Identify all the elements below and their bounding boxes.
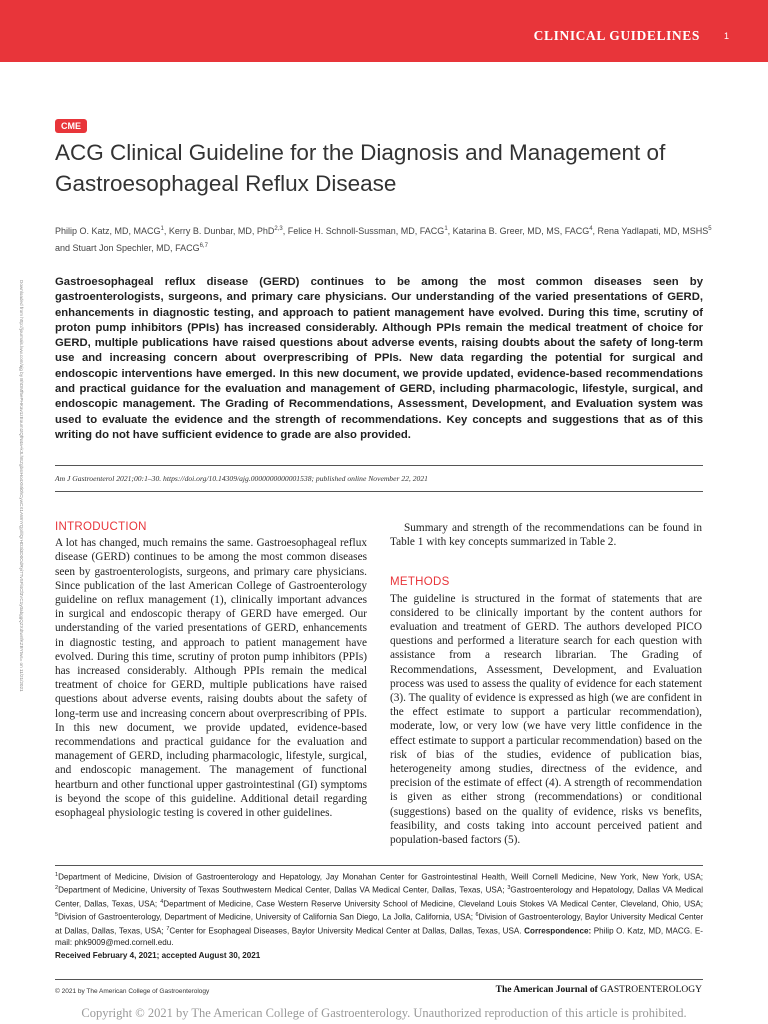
left-column bbox=[55, 520, 367, 820]
author-list: Philip O. Katz, MD, MACG$^1$, Kerry B. Dunbar, MD, PhD$^{2,3}$, Felice H. Schnoll-Sussman, MD, FACG$^1$, Katarina B. Greer, MD, MS, FACG$^4$, Rena Yadlapati, MD, MSHS$^5$ and Stuart Jon Spechler, MD, FACG$^{6,7}$ bbox=[55, 226, 712, 253]
affiliations: $^1$Department of Medicine, Division of Gastroenterology and Hepatology, Jay Monahan Center for Gastrointestinal Health, Weill Cornell Medicine, New York, New York, USA; $^2$Department of Medicine, University of Texas Southwestern Medical Center, Dallas VA Medical Center, Dallas, Texas, USA; $^3$Gastroenterology and Hepatology, Dallas VA Medical Center, Dallas, Texas, USA; $^4$Department of Medicine, Case Western Reserve University School of Medicine, Cleveland Louis Stokes VA Medical Center, Cleveland, Ohio, USA; $^5$Division of Gastroenterology, Department of Medicine, University of California San Diego, La Jolla, California, USA; $^6$Division of Gastroenterology, Baylor University Medical Center at Dallas, Dallas, Texas, USA; $^7$Center for Esophageal Diseases, Baylor University Medical Center at Dallas, Dallas, Texas, USA. Correspondence: Philip O. Katz, MD, MACG. E-mail: phk9009@med.cornell.edu. bbox=[55, 872, 704, 947]
methods-text: The guideline is structured in the format of statements that are considered to be clinically important by the content authors for evaluation and treatment of GERD. The authors developed PICO questions and performed a literature search for each question with assistance from a research librarian. The Grading of Recommendations, Assessment, Development, and Evaluation process was used to assess the quality of evidence for each statement (3). The quality of evidence is expressed as high (we are confident in the effect estimate to support a particular recommendation), moderate, low, or very low (we have very little confidence in the effect estimate to support a particular recommendation) based on the risk of bias of the studies, evidence of publication bias, heterogeneity among studies, directness of the evidence, and precision of the estimate of effect (4). A strength of recommendation is given as either strong (recommendations) or conditional (suggestions) based on the quality of evidence, risks vs benefits, feasibility, and costs taking into account perceived patient and population-based factors (5). bbox=[390, 592, 702, 847]
introduction-heading: INTRODUCTION bbox=[55, 521, 147, 533]
article-title: ACG Clinical Guideline for the Diagnosis and Management of Gastroesophageal Reflux Disease bbox=[55, 140, 666, 196]
correspondence-label: Correspondence: bbox=[524, 926, 592, 936]
methods-heading: METHODS bbox=[390, 576, 450, 589]
right-column bbox=[390, 521, 702, 847]
divider bbox=[55, 465, 703, 466]
copyright-line: © 2021 by The American College of Gastroenterology bbox=[55, 988, 210, 995]
divider bbox=[55, 865, 703, 866]
divider bbox=[55, 979, 703, 980]
section-label: CLINICAL GUIDELINES bbox=[533, 28, 700, 43]
reproduction-notice: Copyright © 2021 by The American College of Gastroenterology. Unauthorized reproduction of this article is prohibited. bbox=[81, 1006, 687, 1020]
introduction-text: A lot has changed, much remains the same. Gastroesophageal reflux disease (GERD) continues to be among the most common diseases seen by gastroenterologists, surgeons, and primary care physicians. Since publication of the last American College of Gastroenterology guideline on reflux management (1), clinically important advances in surgical and endoscopic therapy of GERD have emerged. Our understanding of the varied presentations of GERD, enhancements in diagnostic testing, and approach to patient management have evolved. During this time, scrutiny of proton pump inhibitors (PPIs) has increased considerably. Although PPIs remain the medical treatment of choice for GERD, multiple publications have raised questions about adverse events, raising doubts about the safety of long-term use and increasing concern about overprescribing of PPIs. In this new document, we provide updated, evidence-based recommendations and practical guidance for the evaluation and management of GERD, including pharmacologic, lifestyle, surgical, and endoscopic management. The management of functional heartburn and other functional upper gastrointestinal (GI) symptoms is beyond the scope of this guideline. Additional detail regarding esophageal physiologic testing is covered in other guidelines. bbox=[55, 537, 367, 820]
citation: Am J Gastroenterol 2021;00:1–30. https://doi.org/10.14309/ajg.0000000000001538; published online November 22, 2021 bbox=[55, 474, 428, 483]
abstract: Gastroesophageal reflux disease (GERD) continues to be among the most common diseases seen by gastroenterologists, surgeons, and primary care physicians. Our understanding of the varied presentations of GERD, enhancements in diagnostic testing, and approach to patient management have evolved. During this time, scrutiny of proton pump inhibitors (PPIs) has increased considerably. Although PPIs remain the medical treatment of choice for GERD, multiple publications have raised questions about adverse events, raising doubts about the safety of long-term use and increasing concern about overprescribing of PPIs. New data regarding the potential for surgical and endoscopic interventions have emerged. In this new document, we provide updated, evidence-based recommendations and practical guidance for the evaluation and management of GERD, including pharmacologic, lifestyle, surgical, and endoscopic management. The Grading of Recommendations, Assessment, Development, and Evaluation system was used to evaluate the evidence and the strength of recommendations. Key concepts and suggestions that as of this writing do not have sufficient evidence to grade are also provided. bbox=[55, 276, 703, 441]
cme-badge: CME bbox=[55, 119, 87, 133]
correspondence-text: Philip O. Katz, MD, MACG. E-mail: phk9009@med.cornell.edu. bbox=[55, 926, 703, 947]
summary-text: Summary and strength of the recommendations can be found in Table 1 with key concepts summarized in Table 2. bbox=[390, 522, 702, 549]
divider bbox=[55, 491, 703, 492]
page-number: 1 bbox=[723, 31, 729, 41]
header-bar bbox=[0, 0, 768, 62]
journal-name: The American Journal of GASTROENTEROLOGY bbox=[495, 985, 702, 995]
download-side-note: Downloaded from http://journals.lww.com/ajg by BhDMf5ePHKav1zEoum1tQfN4a+kJLhEZgbsIHo4XMi0hCywCX1AWnYQp/IlQrHD3i3D0OdRyi7TvSFl4Cf3VC1y0abggQZXdtwnfKZBYtws= on 11/21/2021 bbox=[19, 280, 24, 692]
received-dates: Received February 4, 2021; accepted August 30, 2021 bbox=[55, 951, 261, 960]
